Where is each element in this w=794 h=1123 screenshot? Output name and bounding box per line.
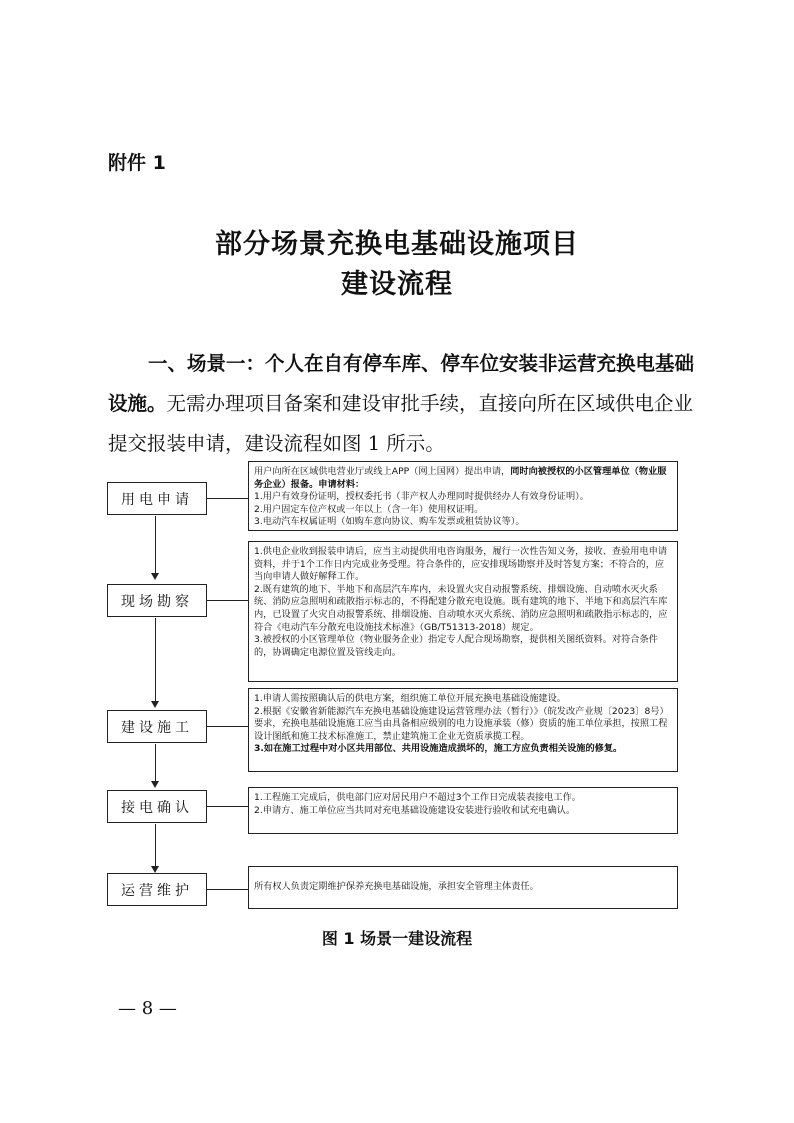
- step-5-line-0: 所有权人负责定期维护保养充换电基础设施，承担安全管理主体责任。: [254, 881, 539, 892]
- flow-line: [155, 516, 156, 574]
- step-4-line-0: 1.工程施工完成后，供电部门应对居民用户不超过3个工作日完成装表接电工作。: [254, 792, 581, 803]
- step-2-description: [248, 541, 678, 682]
- flow-line: [155, 618, 156, 702]
- step-3-line-2: 3.如在施工过程中对小区共用部位、共用设施造成损坏的，施工方应负责相关设施的修复。: [254, 743, 623, 755]
- step-2-line-0: 1.供电企业收到报装申请后，应当主动提供用电咨询服务，履行一次性告知义务，接收、查验用电申请资料，并于1个工作日内完成业务受理。符合条件的，应安排现场勘察并及时答复方案；不符合的，应当向申请人做好解释工作。: [254, 546, 668, 583]
- page-number: — 8 —: [118, 998, 177, 1019]
- flow-line: [155, 824, 156, 867]
- step-2-line-2: 3.被授权的小区管理单位（物业服务企业）指定专人配合现场勘察，提供相关图纸资料。对符合条件的，协调确定电源位置及管线走向。: [254, 634, 658, 658]
- step-1-line-2: 2.用户固定车位产权或一年以上（含一年）使用权证明。: [254, 503, 484, 515]
- step-1-line-3: 3.电动汽车权属证明（如购车意向协议、购车发票或租赁协议等）。: [254, 516, 525, 528]
- arrow-down-icon: [151, 866, 159, 873]
- figure-caption: 图 1 场景一建设流程: [321, 929, 473, 948]
- flow-line: [155, 744, 156, 782]
- step-4-description: [248, 787, 678, 834]
- step-5-description: [248, 866, 678, 909]
- step-1-line-1: 1.用户有效身份证明，授权委托书（非产权人办理同时提供经办人有效身份证明）。: [254, 491, 589, 503]
- arrow-down-icon: [151, 781, 159, 788]
- step-3-line-1: 2.根据《安徽省新能源汽车充换电基础设施建设运营管理办法（暂行）》（皖发改产业规〔2023〕8号）要求，充换电基础设施施工应当由具备相应级别的电力设施承装（修）资质的施工单位承担，按照工程设计图纸和施工技术标准施工，禁止建筑施工企业无资质承揽工程。: [254, 705, 669, 742]
- step-1-description: [248, 461, 678, 531]
- arrow-down-icon: [151, 701, 159, 708]
- step-3-line-0: 1.申请人需按照确认后的供电方案，组织施工单位开展充换电基础设施建设。: [254, 693, 566, 704]
- connector-line: [206, 889, 248, 890]
- connector-line: [206, 806, 248, 807]
- intro-paragraph: [108, 344, 698, 464]
- step-box-power-connection: 接电确认: [107, 790, 207, 823]
- page-title-line-1: 部分场景充换电基础设施项目: [215, 229, 579, 260]
- step-1-line-0: 用户向所在区域供电营业厅或线上APP（网上国网）提出申请，同时向被授权的小区管理单位（物业服务企业）报备。申请材料：: [254, 466, 667, 490]
- intro-body: 无需办理项目备案和建设审批手续，直接向所在区域供电企业提交报装申请，建设流程如图 1 所示。: [108, 392, 694, 455]
- step-box-power-application: 用电申请: [107, 482, 207, 515]
- step-box-site-survey: 现场勘察: [107, 584, 207, 617]
- step-box-operation-maintenance: 运营维护: [107, 873, 207, 906]
- step-2-line-1: 2.既有建筑的地下、半地下和高层汽车库内，未设置火灾自动报警系统、排烟设施、自动喷水灭火系统、消防应急照明和疏散指示标志的，不得配建分散充电设施。既有建筑的地下、半地下和高层汽车库内，已设置了火灾自动报警系统、排烟设施、自动喷水灭火系统、消防应急照明和疏散指示标志的，应符合《电动汽车分散充电设施技术标准》（GB/T51313-2018）规定。: [254, 583, 668, 633]
- connector-line: [206, 498, 248, 499]
- intro-heading: 一、场景一：个人在自有停车库、停车位安装非运营充换电基础设施。: [108, 352, 695, 415]
- connector-line: [206, 600, 248, 601]
- step-3-description: [248, 688, 678, 772]
- page-title-line-2: 建设流程: [341, 269, 453, 300]
- step-box-construction: 建设施工: [107, 710, 207, 743]
- attachment-label: 附件 1: [108, 152, 166, 174]
- arrow-down-icon: [151, 573, 159, 580]
- step-4-line-1: 2.申请方、施工单位应当共同对充电基础设施建设安装进行验收和试充电确认。: [254, 804, 576, 816]
- connector-line: [206, 726, 248, 727]
